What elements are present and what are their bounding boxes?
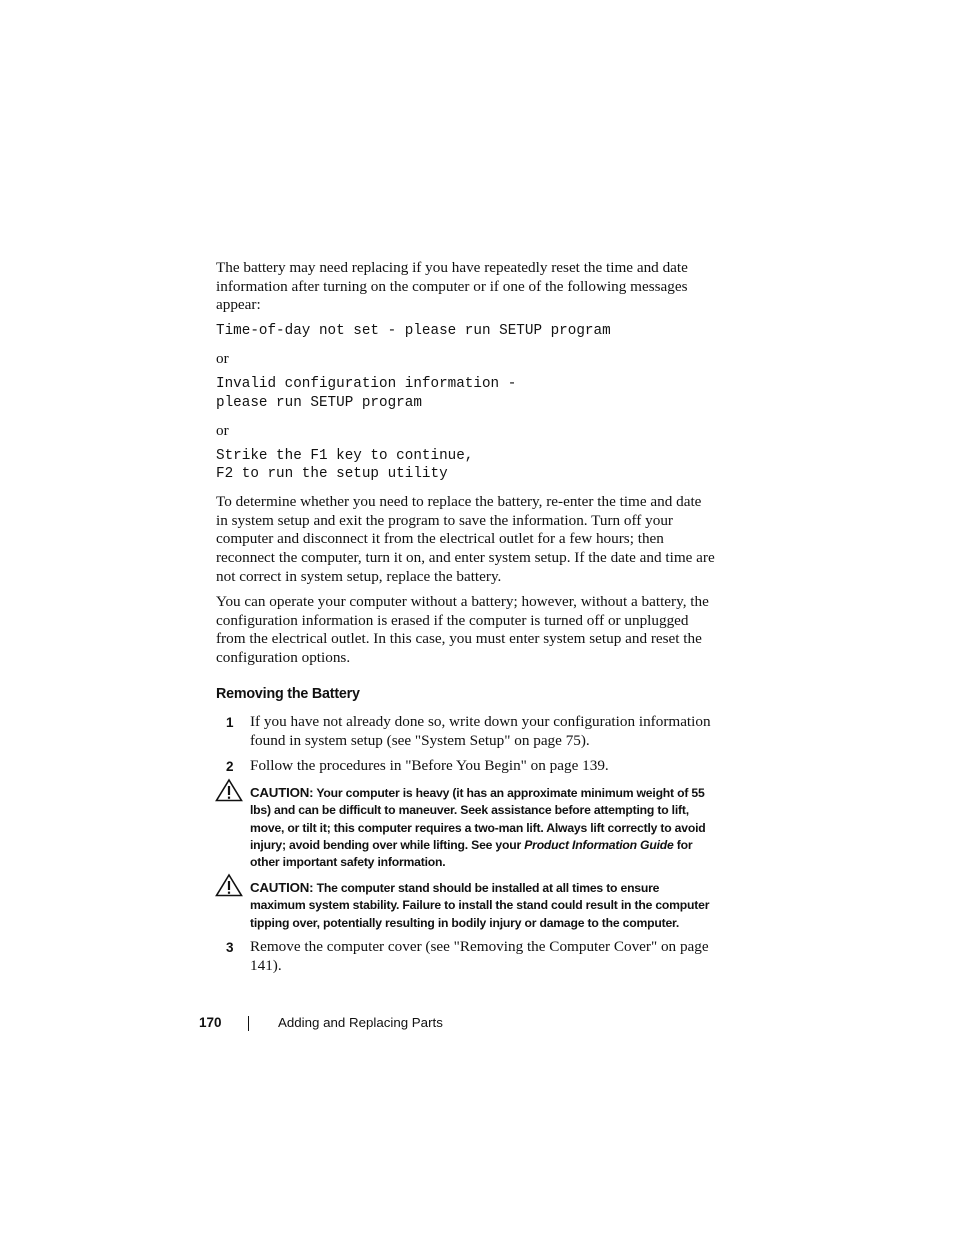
error-message-strike-f1-line1: Strike the F1 key to continue, [216, 448, 474, 464]
page-number: 170 [199, 1015, 222, 1030]
error-message-invalid-config-line1: Invalid configuration information - [216, 376, 517, 392]
step-number: 2 [226, 759, 234, 774]
caution-note-stand [250, 879, 716, 932]
determine-paragraph: To determine whether you need to replace the battery, re-enter the time and date in system setup and exit the program to save the information. Turn off your computer and disconnect it from the electrical outlet for a few hours; then reconnect the computer, turn it on, and enter system setup. If the date and time are not correct in system setup, replace the battery. [216, 493, 715, 585]
error-message-invalid-config-line2: please run SETUP program [216, 395, 422, 411]
caution-label: CAUTION: [250, 880, 314, 895]
section-heading: Removing the Battery [216, 686, 360, 702]
caution-text: The computer stand should be installed at all times to ensure maximum system stability. Failure to install the stand could result in the computer tipping over, potentially resulting in bodily injury or damage to the computer. [250, 881, 710, 930]
or-separator: or [216, 350, 229, 367]
or-separator: or [216, 422, 229, 439]
step-text: Follow the procedures in "Before You Begin" on page 139. [250, 757, 609, 774]
caution-text: Your computer is heavy (it has an approximate minimum weight of 55 lbs) and can be difficult to maneuver. Seek assistance before attempting to lift, move, or tilt it; this computer requires a two-man lift. Always lift correctly to avoid injury; avoid bending over while lifting. See your [250, 786, 706, 852]
operate-paragraph: You can operate your computer without a battery; however, without a battery, the configuration information is erased if the computer is turned off or unplugged from the electrical outlet. In this case, you must enter system setup and reset the configuration options. [216, 593, 709, 667]
intro-paragraph: The battery may need replacing if you have repeatedly reset the time and date information after turning on the computer or if one of the following messages appear: [216, 259, 688, 314]
step-text: Remove the computer cover (see "Removing the Computer Cover" on page 141). [250, 938, 709, 974]
chapter-title: Adding and Replacing Parts [278, 1015, 443, 1030]
step-number: 1 [226, 715, 234, 730]
caution-note-weight [250, 784, 716, 871]
step-number: 3 [226, 940, 234, 955]
caution-label: CAUTION: [250, 785, 314, 800]
warning-triangle-icon [215, 778, 243, 802]
step-text: If you have not already done so, write down your configuration information found in system setup (see "System Setup" on page 75). [250, 713, 711, 749]
product-information-guide-reference: Product Information Guide [524, 837, 674, 852]
warning-triangle-icon [215, 873, 243, 897]
error-message-strike-f1-line2: F2 to run the setup utility [216, 466, 448, 482]
footer-divider [248, 1016, 249, 1031]
caution-text: for other important safety information. [250, 837, 693, 870]
error-message-time-of-day: Time-of-day not set - please run SETUP program [216, 323, 611, 339]
